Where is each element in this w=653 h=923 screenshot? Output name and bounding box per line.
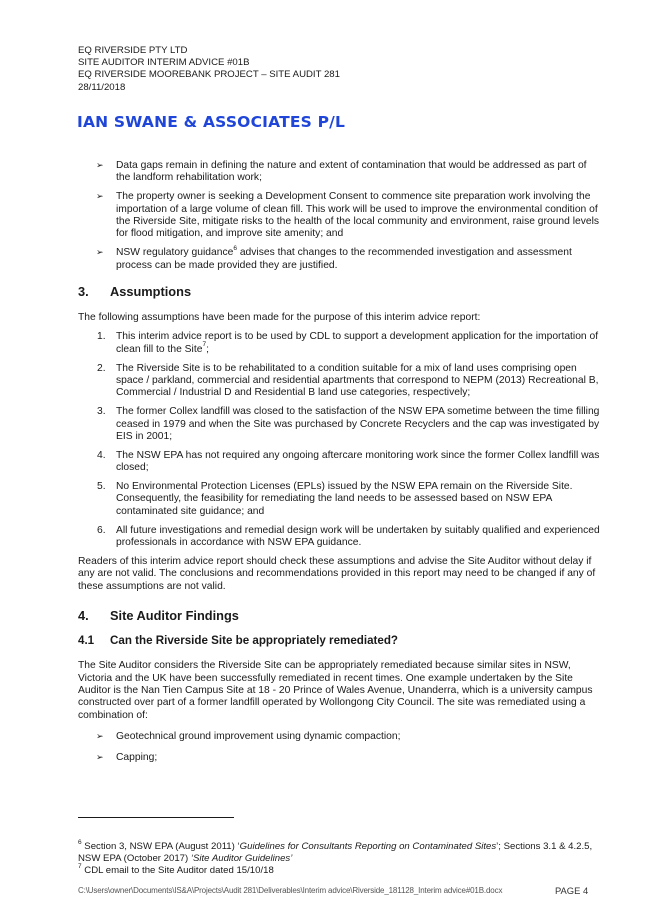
list-item-text: The NSW EPA has not required any ongoing aftercare monitoring work since the former Collex landfill was closed; [116, 449, 600, 474]
section-number: 3. [78, 284, 89, 300]
list-item [78, 160, 600, 185]
list-item [78, 752, 600, 764]
list-number: 6. [97, 524, 106, 536]
subsection-heading [78, 634, 600, 648]
company-name: IAN SWANE & ASSOCIATES P/L [77, 113, 346, 131]
assumptions-list [78, 331, 600, 549]
footnote-ref[interactable]: 7 [202, 341, 207, 349]
section-number: 4. [78, 608, 89, 624]
section-heading-assumptions [78, 284, 600, 300]
header-date: 28/11/2018 [78, 81, 126, 93]
page-number: PAGE 4 [555, 885, 589, 896]
list-item-text: This interim advice report is to be used by CDL to support a development application for the importation of clean fill to the Site$^7$; [116, 331, 599, 355]
list-item [78, 363, 600, 400]
list-number: 5. [97, 481, 106, 493]
document-header [78, 45, 340, 94]
footnotes [78, 838, 603, 878]
section-title: Site Auditor Findings [110, 608, 239, 624]
arrow-bullet-icon: ➢ [96, 732, 104, 743]
document-body [78, 160, 600, 770]
header-client: EQ RIVERSIDE PTY LTD [78, 45, 188, 56]
list-item-text: Capping; [116, 751, 158, 763]
list-item [78, 331, 600, 356]
list-item-text: All future investigations and remedial design work will be undertaken by suitably qualified and experienced professionals in accordance with NSW EPA guidance. [116, 524, 600, 549]
list-item [78, 450, 600, 475]
list-item-text: The Riverside Site is to be rehabilitated to a condition suitable for a mix of land uses comprising open space / parkland, commercial and residential apartments that correspond to NEPM (2013) Recreational B, Commercial / Industrial D and Residential B land use categories, respectively; [116, 362, 599, 399]
footer-file-path: C:\Users\owner\Documents\IS&A\Projects\Audit 281\Deliverables\Interim advice\Riverside_181128_Interim advice#01B.docx [78, 886, 503, 895]
list-number: 3. [97, 406, 106, 418]
footnote-ref[interactable]: 6 [233, 244, 237, 252]
list-item [78, 191, 600, 241]
header-advice-number: SITE AUDITOR INTERIM ADVICE #01B [78, 57, 250, 69]
paragraph: The following assumptions have been made for the purpose of this interim advice report: [78, 312, 481, 324]
list-item [78, 244, 600, 272]
list-item [78, 731, 600, 743]
section-heading-findings [78, 608, 600, 624]
subsection-title: Can the Riverside Site be appropriately remediated? [110, 634, 398, 648]
footnote-number: 7 [78, 863, 82, 871]
list-item [78, 481, 600, 518]
paragraph: The Site Auditor considers the Riverside Site can be appropriately remediated because similar sites in NSW, Victoria and the UK have been successfully remediated in recent times. One example undertaken by the Site Auditor is the Nan Tien Campus Site at 18 - 20 Prince of Wales Avenue, Unanderra, which is a university campus constructed over part of a former landfill operated by Wollongong City Council. The site was remediated using a combination of: [78, 660, 593, 721]
list-item-text: Data gaps remain in defining the nature and extent of contamination that would be addressed as part of the landform rehabilitation work; [116, 160, 587, 184]
paragraph: Readers of this interim advice report should check these assumptions and advise the Site Auditor without delay if any are not valid. The conclusions and recommendations provided in this report may need to be changed if any of these assumptions are not valid. [78, 555, 596, 592]
list-item-text: The former Collex landfill was closed to the satisfaction of the NSW EPA sometime between the time filling ceased in 1979 and when the Site was purchased by Concrete Recyclers and the cap was investigated by EIS in 2001; [116, 406, 600, 443]
arrow-bullet-icon: ➢ [96, 192, 104, 203]
list-number: 1. [97, 331, 106, 343]
list-item-text: Geotechnical ground improvement using dynamic compaction; [116, 731, 401, 743]
intro-bullet-list [78, 160, 600, 272]
arrow-bullet-icon: ➢ [96, 752, 104, 763]
header-project: EQ RIVERSIDE MOOREBANK PROJECT – SITE AUDIT 281 [78, 69, 340, 81]
list-item-text: No Environmental Protection Licenses (EPLs) issued by the NSW EPA remain on the Riverside Site. Consequently, the feasibility for remediating the land needs to be assessed based on NSW EPA contaminated site guidance; and [116, 481, 573, 517]
footnote: $^7$ CDL email to the Site Auditor dated 15/10/18 [78, 863, 274, 877]
footnote-separator [78, 817, 234, 818]
list-item [78, 525, 600, 550]
list-number: 4. [97, 449, 106, 461]
subsection-number: 4.1 [78, 634, 95, 648]
arrow-bullet-icon: ➢ [96, 161, 104, 171]
list-item [78, 406, 600, 443]
list-item-text: The property owner is seeking a Development Consent to commence site preparation work involving the importation of a large volume of clean fill. This work will be used to improve the environmental condition of the Riverside Site, mitigate risks to the health of the local community and environment, raise ground levels for flood mitigation, and improve site amenity; and [116, 191, 600, 240]
list-item-text: NSW regulatory guidance$^6$ advises that changes to the recommended investigation and assessment process can be made provided they are justified. [116, 244, 572, 271]
footnote: $^6$ Section 3, NSW EPA (August 2011) ‘Guidelines for Consultants Reporting on Contaminated Sites’; Sections 3.1 & 4.2.5, NSW EPA (October 2017) ‘Site Auditor Guidelines’ [78, 838, 593, 865]
section-title: Assumptions [110, 284, 192, 300]
remediation-bullet-list [78, 731, 600, 764]
arrow-bullet-icon: ➢ [96, 248, 104, 259]
footnote-number: 6 [78, 838, 82, 846]
list-number: 2. [97, 362, 106, 374]
